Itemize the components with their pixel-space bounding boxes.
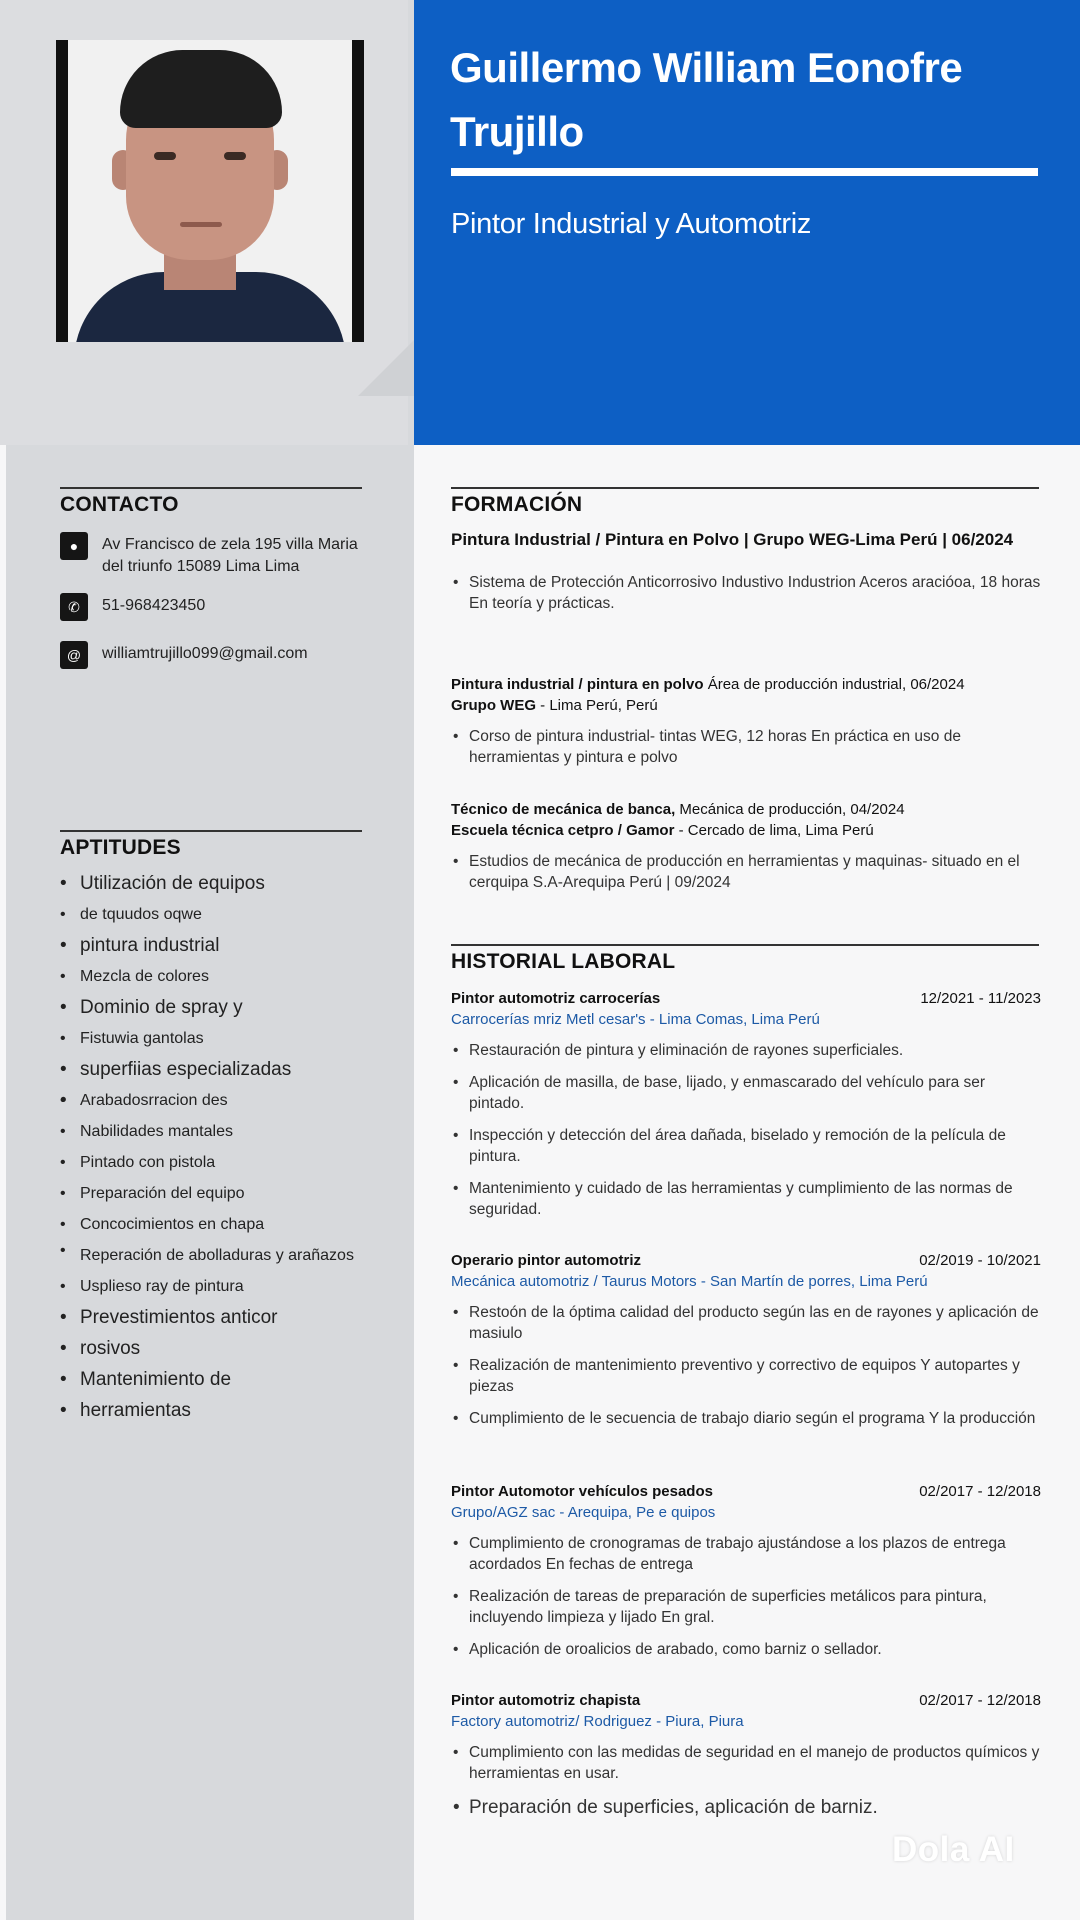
job-bullet: • Cumplimiento con las medidas de seguridad en el manejo de productos químicos y herramientas en usar.	[451, 1742, 1041, 1784]
job-entry-4	[451, 1690, 1041, 1832]
skill-item: • herramientas	[60, 1395, 380, 1426]
job-title: Pintor automotriz carrocerías	[451, 990, 661, 1007]
job-bullet: • Mantenimiento y cuidado de las herramientas y cumplimiento de las normas de seguridad.	[451, 1178, 1041, 1220]
education-entry-location: - Lima Perú, Perú	[536, 697, 658, 714]
job-entry-1	[451, 988, 1041, 1231]
skill-item: • Pintado con pistola	[60, 1147, 380, 1178]
education-bullet: • Estudios de mecánica de producción en herramientas y maquinas- situado en el cerquipa S.A-Arequipa Perú | 09/2024	[451, 851, 1041, 893]
skill-item: • Concocimientos en chapa	[60, 1209, 380, 1240]
skill-item: • Mezcla de colores	[60, 961, 380, 992]
skill-item: • Fistuwia gantolas	[60, 1023, 380, 1054]
skills-list	[60, 868, 380, 1426]
phone-icon: ✆	[60, 593, 88, 621]
corner-fold	[358, 340, 414, 396]
skill-item: • Nabilidades mantales	[60, 1116, 380, 1147]
education-entry-3	[451, 799, 1041, 904]
education-entry-location: - Cercado de lima, Lima Perú	[674, 822, 874, 839]
education-entry-detail: Mecánica de producción, 04/2024	[675, 801, 905, 818]
education-bullet: • Corso de pintura industrial- tintas WEG, 12 horas En práctica en uso de herramientas y pintura e polvo	[451, 726, 1041, 768]
job-bullet: • Cumplimiento de le secuencia de trabajo diario según el programa Y la producción	[451, 1408, 1041, 1429]
job-title: Pintor Industrial y Automotriz	[451, 208, 812, 240]
job-bullet: • Preparación de superficies, aplicación de barniz.	[451, 1795, 1041, 1821]
job-company: Factory automotriz/ Rodriguez - Piura, Piura	[451, 1713, 744, 1730]
skill-item: • Arabadosrracion des	[60, 1085, 380, 1116]
job-bullet: • Cumplimiento de cronogramas de trabajo ajustándose a los plazos de entrega acordados En fechas de entrega	[451, 1533, 1041, 1575]
job-dates: 02/2017 - 12/2018	[919, 1483, 1041, 1500]
education-rule	[451, 487, 1039, 489]
phone-number[interactable]: 51-968423450	[102, 597, 206, 614]
skills-rule	[60, 830, 362, 832]
job-title: Pintor automotriz chapista	[451, 1692, 641, 1709]
skill-item: • superfiias especializadas	[60, 1054, 380, 1085]
skill-item: • rosivos	[60, 1333, 380, 1364]
address-line-2: del triunfo 15089 Lima Lima	[102, 558, 300, 575]
name-underline	[451, 168, 1038, 176]
skill-item: • Usplieso ray de pintura	[60, 1271, 380, 1302]
education-entry-school: Escuela técnica cetpro / Gamor	[451, 822, 675, 839]
skill-item: • de tquudos oqwe	[60, 899, 380, 930]
job-bullet: • Aplicación de masilla, de base, lijado, y enmascarado del vehículo para ser pintado.	[451, 1072, 1041, 1114]
photo-portrait	[68, 40, 352, 342]
job-dates: 02/2019 - 10/2021	[919, 1252, 1041, 1269]
education-entry-title: Pintura Industrial / Pintura en Polvo | Grupo WEG-Lima Perú | 06/2024	[451, 530, 1014, 549]
profile-photo	[56, 40, 364, 342]
job-company: Mecánica automotriz / Taurus Motors - San Martín de porres, Lima Perú	[451, 1273, 928, 1290]
education-entry-title: Técnico de mecánica de banca,	[451, 801, 676, 818]
job-dates: 12/2021 - 11/2023	[920, 990, 1041, 1007]
skill-item: • pintura industrial	[60, 930, 380, 961]
job-bullet: • Restauración de pintura y eliminación de rayones superficiales.	[451, 1040, 1041, 1061]
skill-item: • Utilización de equipos	[60, 868, 380, 899]
education-bullet: • Sistema de Protección Anticorrosivo Industivo Industrion Aceros aracióoa, 18 horas En teoría y prácticas.	[451, 572, 1041, 614]
job-company: Grupo/AGZ sac - Arequipa, Pe e quipos	[451, 1504, 716, 1521]
watermark-logo: Dola AI	[892, 1830, 1015, 1869]
job-dates: 02/2017 - 12/2018	[919, 1692, 1041, 1709]
education-entry-1	[451, 528, 1041, 625]
skill-item: • Dominio de spray y	[60, 992, 380, 1023]
contact-address	[60, 534, 358, 578]
job-bullet: • Restoón de la óptima calidad del producto según las en de rayones y aplicación de masiulo	[451, 1302, 1041, 1344]
skill-item: • Mantenimiento de	[60, 1364, 380, 1395]
skill-item: • Reperación de abolladuras y arañazos	[60, 1240, 380, 1271]
job-entry-2	[451, 1250, 1041, 1440]
education-entry-school: Grupo WEG	[451, 697, 536, 714]
job-title: Operario pintor automotriz	[451, 1252, 642, 1269]
skills-title: APTITUDES	[60, 836, 181, 859]
skill-item: • Prevestimientos anticor	[60, 1302, 380, 1333]
contact-phone	[60, 595, 205, 621]
education-entry-title: Pintura industrial / pintura en polvo	[451, 676, 704, 693]
education-title: FORMACIÓN	[451, 493, 583, 516]
location-pin-icon: ●	[60, 532, 88, 560]
job-bullet: • Realización de tareas de preparación de superficies metálicos para pintura, incluyendo limpieza y lijado En gral.	[451, 1586, 1041, 1628]
email-address[interactable]: williamtrujillo099@gmail.com	[102, 645, 308, 662]
job-bullet: • Realización de mantenimiento preventivo y correctivo de equipos Y autopartes y piezas	[451, 1355, 1041, 1397]
contact-title: CONTACTO	[60, 493, 179, 516]
at-sign-icon: @	[60, 641, 88, 669]
contact-email	[60, 643, 308, 669]
work-title: HISTORIAL LABORAL	[451, 950, 676, 973]
address-line-1: Av Francisco de zela 195 villa Maria	[102, 536, 358, 553]
contact-rule	[60, 487, 362, 489]
job-bullet: • Inspección y detección del área dañada, biselado y remoción de la película de pintura.	[451, 1125, 1041, 1167]
job-title: Pintor Automotor vehículos pesados	[451, 1483, 713, 1500]
job-entry-3	[451, 1481, 1041, 1671]
education-entry-detail: Área de producción industrial, 06/2024	[703, 676, 965, 693]
education-entry-2	[451, 674, 1041, 779]
skill-item: • Preparación del equipo	[60, 1178, 380, 1209]
job-bullet: • Aplicación de oroalicios de arabado, como barniz o sellador.	[451, 1639, 1041, 1660]
work-rule	[451, 944, 1039, 946]
candidate-name: Guillermo William Eonofre Trujillo	[450, 44, 963, 155]
job-company: Carrocerías mriz Metl cesar's - Lima Comas, Lima Perú	[451, 1011, 820, 1028]
